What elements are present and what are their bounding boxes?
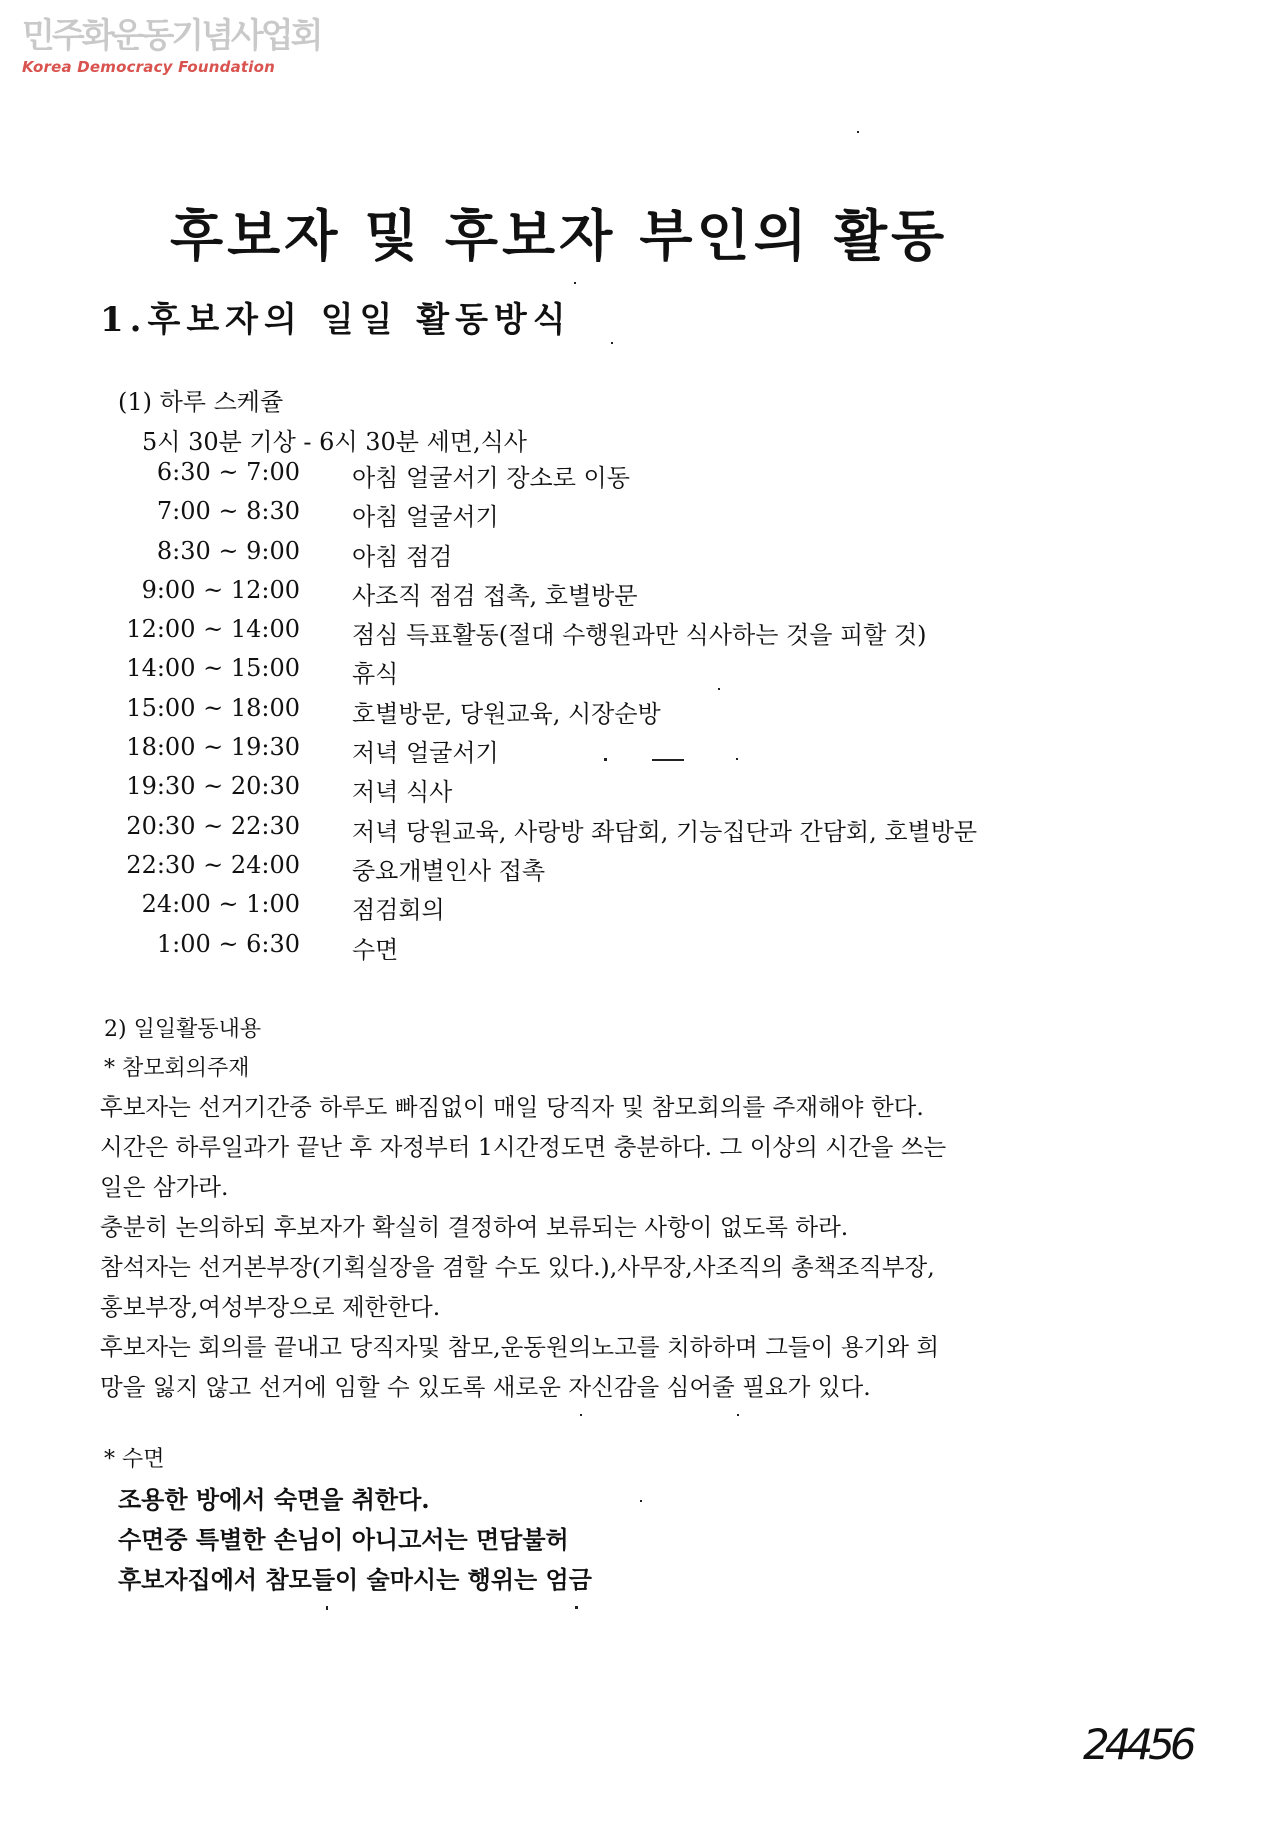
- scan-speck: [640, 1500, 642, 1502]
- scan-speck: [574, 282, 576, 284]
- schedule-activity: 아침 얼굴서기: [352, 503, 499, 532]
- sleep-heading: * 수면: [104, 1447, 165, 1472]
- daily-activity-heading: 2) 일일활동내용: [104, 1017, 262, 1042]
- sleep-line: 수면중 특별한 손님이 아니고서는 면담불허: [118, 1525, 569, 1554]
- schedule-time: 20:30 ~ 22:30: [126, 811, 300, 840]
- schedule-activity: 점심 득표활동(절대 수행원과만 식사하는 것을 피할 것): [352, 621, 927, 650]
- schedule-activity: 호별방문, 당원교육, 시장순방: [352, 699, 661, 728]
- watermark-logo: [22, 16, 320, 76]
- sleep-line: 후보자집에서 참모들이 술마시는 행위는 엄금: [118, 1565, 592, 1594]
- sleep-list: [118, 1480, 592, 1600]
- schedule-list: [0, 458, 1286, 969]
- scan-speck: [604, 758, 607, 761]
- schedule-activity: 저녁 식사: [352, 778, 453, 807]
- schedule-time: 12:00 ~ 14:00: [126, 615, 300, 644]
- schedule-row: [0, 930, 1286, 969]
- schedule-time: 1:00 ~ 6:30: [156, 929, 300, 958]
- schedule-time: 6:30 ~ 7:00: [156, 458, 300, 486]
- schedule-time: 7:00 ~ 8:30: [156, 497, 300, 526]
- schedule-time: 15:00 ~ 18:00: [126, 693, 300, 722]
- schedule-row: [0, 772, 1286, 811]
- scan-speck: [580, 1414, 582, 1416]
- paragraph-line: 후보자는 선거기간중 하루도 빠짐없이 매일 당직자 및 참모회의를 주재해야 한다.: [100, 1093, 924, 1121]
- schedule-row: [0, 733, 1286, 772]
- schedule-time: 22:30 ~ 24:00: [126, 850, 300, 879]
- scan-speck: [736, 758, 738, 760]
- schedule-row: [0, 615, 1286, 654]
- schedule-activity: 점검회의: [352, 896, 445, 925]
- schedule-time: 14:00 ~ 15:00: [126, 654, 300, 683]
- scan-dash: [652, 759, 684, 761]
- paragraph-line: 충분히 논의하되 후보자가 확실히 결정하여 보류되는 사항이 없도록 하라.: [100, 1213, 849, 1241]
- schedule-row: [0, 812, 1286, 851]
- schedule-row: [0, 851, 1286, 890]
- staff-meeting-paragraph: [100, 1088, 1190, 1408]
- sleep-line: 조용한 방에서 숙면을 취한다.: [118, 1485, 430, 1514]
- schedule-time: 9:00 ~ 12:00: [141, 575, 300, 604]
- schedule-heading: (1) 하루 스케쥴: [118, 388, 284, 416]
- schedule-activity: 수면: [352, 935, 399, 964]
- paragraph-line: 일은 삼가라.: [100, 1173, 229, 1201]
- paragraph-line: 참석자는 선거본부장(기획실장을 겸할 수도 있다.),사무장,사조직의 총책조직부장,: [100, 1253, 935, 1281]
- schedule-activity: 저녁 당원교육, 사랑방 좌담회, 기능집단과 간담회, 호별방문: [352, 817, 978, 846]
- schedule-row: [0, 497, 1286, 536]
- paragraph-line: 홍보부장,여성부장으로 제한한다.: [100, 1293, 441, 1321]
- handwritten-document-number: 24456: [1083, 1720, 1192, 1769]
- schedule-activity: 사조직 점검 접촉, 호별방문: [352, 581, 638, 610]
- schedule-row: [0, 654, 1286, 693]
- paragraph-line: 시간은 하루일과가 끝난 후 자정부터 1시간정도면 충분하다. 그 이상의 시간을 쓰는: [100, 1133, 947, 1161]
- schedule-time: 19:30 ~ 20:30: [126, 772, 300, 801]
- schedule-row: [0, 537, 1286, 576]
- staff-meeting-heading: * 참모회의주재: [104, 1056, 250, 1081]
- paragraph-line: 망을 잃지 않고 선거에 임할 수 있도록 새로운 자신감을 심어줄 필요가 있다.: [100, 1373, 871, 1401]
- schedule-row: [0, 458, 1286, 497]
- schedule-row: [0, 576, 1286, 615]
- schedule-time: 18:00 ~ 19:30: [126, 733, 300, 762]
- scan-speck: [718, 688, 720, 690]
- schedule-activity: 아침 점검: [352, 542, 453, 571]
- schedule-activity: 휴식: [352, 660, 399, 689]
- schedule-row: [0, 890, 1286, 929]
- scan-speck: [575, 1606, 578, 1609]
- scan-speck: [611, 342, 613, 344]
- watermark-english: Korea Democracy Foundation: [22, 58, 275, 76]
- document-title: 후보자 및 후보자 부인의 활동: [170, 203, 949, 268]
- scan-speck: [857, 131, 859, 133]
- watermark-korean: 민주화운동기념사업회: [22, 16, 321, 56]
- schedule-row: [0, 694, 1286, 733]
- paragraph-line: 후보자는 회의를 끝내고 당직자및 참모,운동원의노고를 치하하며 그들이 용기와 희: [100, 1333, 940, 1361]
- section-heading: 1.후보자의 일일 활동방식: [100, 300, 572, 340]
- wake-line: 5시 30분 기상 - 6시 30분 세면,식사: [142, 428, 527, 456]
- schedule-activity: 중요개별인사 접촉: [352, 856, 546, 885]
- schedule-activity: 아침 얼굴서기 장소로 이동: [352, 464, 630, 492]
- schedule-activity: 저녁 얼굴서기: [352, 739, 499, 768]
- schedule-time: 24:00 ~ 1:00: [141, 890, 300, 919]
- schedule-time: 8:30 ~ 9:00: [156, 536, 300, 565]
- scan-speck: [737, 1414, 739, 1416]
- scan-speck: [326, 1606, 328, 1610]
